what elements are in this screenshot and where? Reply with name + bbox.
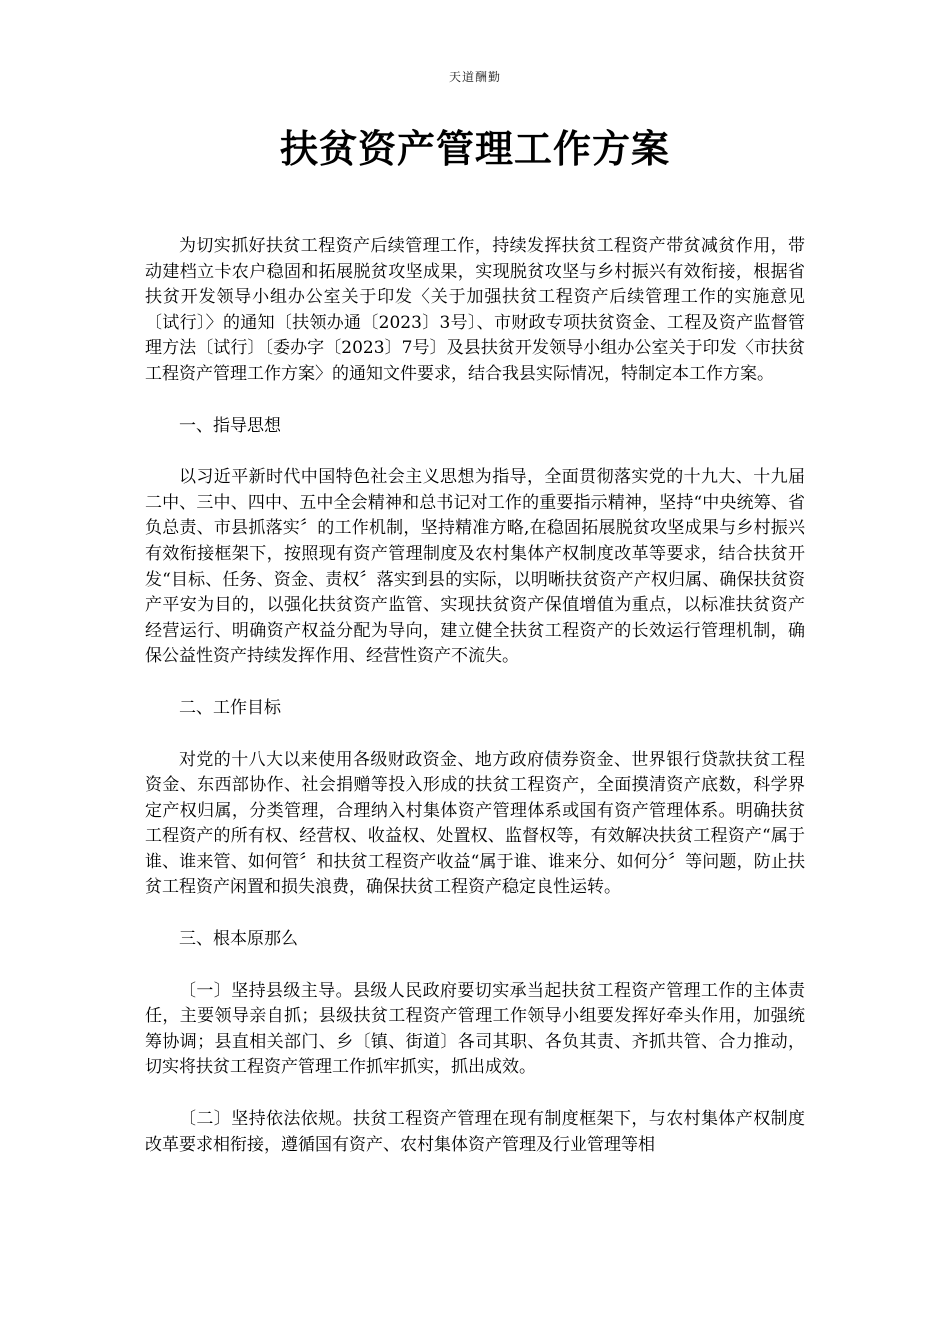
principle-item-lawful: 〔二〕坚持依法依规。扶贫工程资产管理在现有制度框架下，与农村集体产权制度改革要求相衔接，遵循国有资产、农村集体资产管理及行业管理等相 [145, 1109, 805, 1155]
section-heading-work-goals: 二、工作目标 [179, 697, 281, 718]
principle-item-county-led: 〔一〕坚持县级主导。县级人民政府要切实承当起扶贫工程资产管理工作的主体责任，主要领导亲自抓；县级扶贫工程资产管理工作领导小组要发挥好牵头作用，加强统筹协调；县直相关部门、乡〔镇、街道〕各司其职、各负其责、齐抓共管、合力推动，切实将扶贫工程资产管理工作抓牢抓实，抓出成效。 [145, 980, 805, 1078]
section-heading-basic-principles: 三、根本原那么 [179, 929, 298, 950]
section-paragraph-work-goals: 对党的十八大以来使用各级财政资金、地方政府债券资金、世界银行贷款扶贫工程资金、东西部协作、社会捐赠等投入形成的扶贫工程资产，全面摸清资产底数，科学界定产权归属，分类管理，合理纳入村集体资产管理体系或国有资产管理体系。明确扶贫工程资产的所有权、经营权、收益权、处置权、监督权等，有效解决扶贫工程资产“属于谁、谁来管、如何管〞和扶贫工程资产收益“属于谁、谁来分、如何分〞等问题，防止扶贫工程资产闲置和损失浪费，确保扶贫工程资产稳定良性运转。 [145, 749, 805, 898]
section-heading-guiding-ideology: 一、指导思想 [179, 415, 281, 436]
document-body [145, 234, 805, 1184]
page-header: 天道酬勤 [448, 70, 501, 84]
section-paragraph-guiding-ideology: 以习近平新时代中国特色社会主义思想为指导，全面贯彻落实党的十九大、十九届二中、三中、四中、五中全会精神和总书记对工作的重要指示精神，坚持“中央统筹、省负总责、市县抓落实〞的工作机制，坚持精准方略,在稳固拓展脱贫攻坚成果与乡村振兴有效衔接框架下，按照现有资产管理制度及农村集体产权制度改革等要求，结合扶贫开发“目标、任务、资金、责权〞落实到县的实际，以明晰扶贫资产产权归属、确保扶贫资产平安为目的，以强化扶贫资产监管、实现扶贫资产保值增值为重点，以标准扶贫资产经营运行、明确资产权益分配为导向，建立健全扶贫工程资产的长效运行管理机制，确保公益性资产持续发挥作用、经营性资产不流失。 [145, 467, 805, 667]
intro-paragraph: 为切实抓好扶贫工程资产后续管理工作，持续发挥扶贫工程资产带贫减贫作用，带动建档立卡农户稳固和拓展脱贫攻坚成果，实现脱贫攻坚与乡村振兴有效衔接，根据省扶贫开发领导小组办公室关于印发〈关于加强扶贫工程资产后续管理工作的实施意见〔试行〕〉的通知〔扶领办通〔2023〕3号〕、市财政专项扶贫资金、工程及资产监督管理方法〔试行〕〔委办字〔2023〕7号〕及县扶贫开发领导小组办公室关于印发〈市扶贫工程资产管理工作方案〉的通知文件要求，结合我县实际情况，特制定本工作方案。 [145, 236, 805, 384]
document-title: 扶贫资产管理工作方案 [279, 126, 670, 171]
